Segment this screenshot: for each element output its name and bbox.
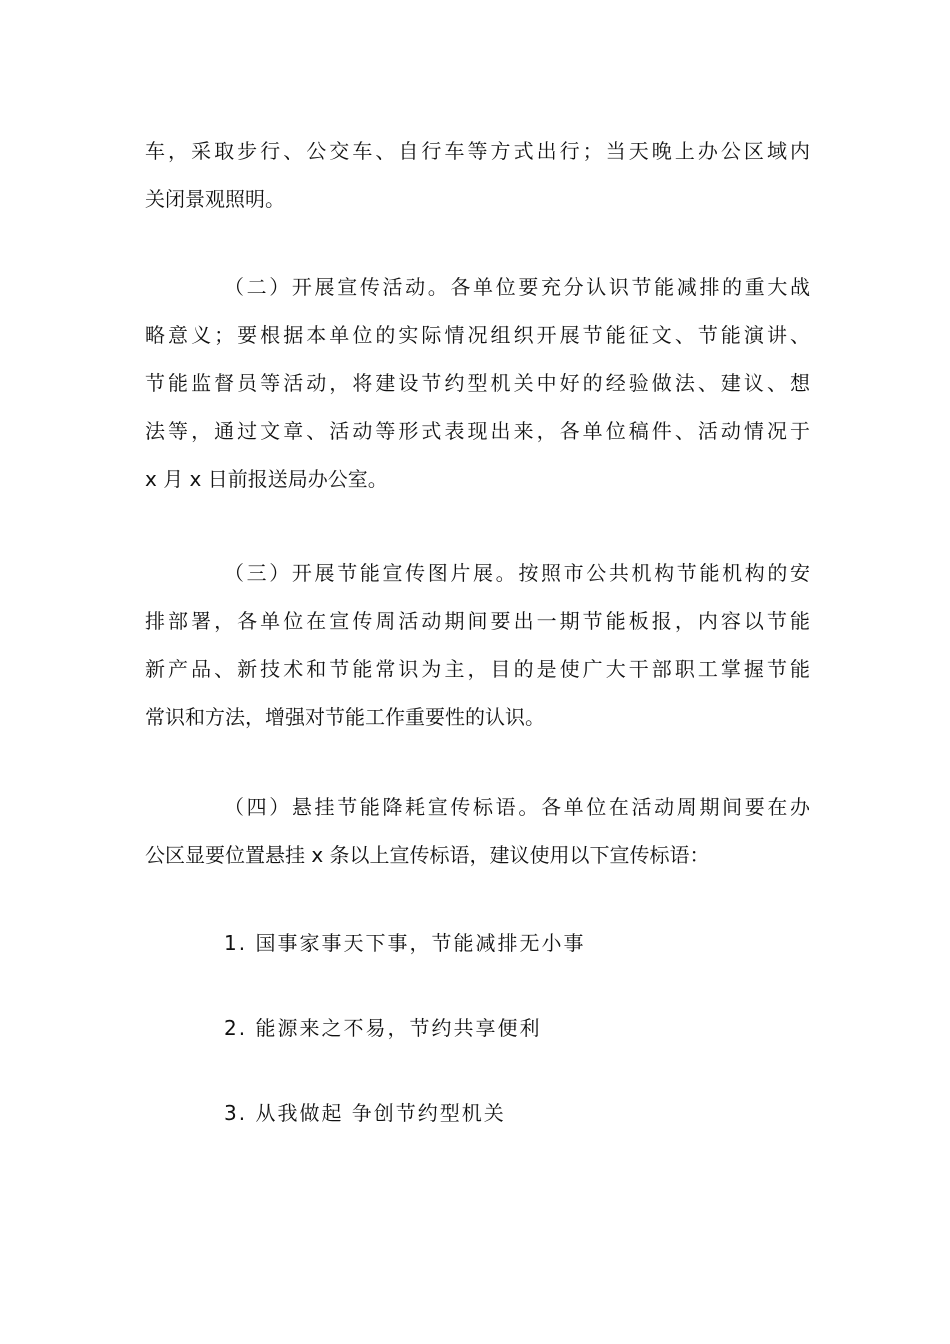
paragraph-2-line-5: x 月 x 日前报送局办公室。 [145,467,388,491]
paragraph-4-line-1: （四）悬挂节能降耗宣传标语。各单位在活动周期间要在办 [224,795,810,819]
paragraph-3-line-1: （三）开展节能宣传图片展。按照市公共机构节能机构的安 [224,561,810,585]
slogan-item-3: 3. 从我做起 争创节约型机关 [224,1101,506,1125]
paragraph-3-line-3: 新产品、新技术和节能常识为主，目的是使广大干部职工掌握节能 [145,657,810,681]
paragraph-2-line-2: 略意义；要根据本单位的实际情况组织开展节能征文、节能演讲、 [145,323,810,347]
paragraph-2-line-1: （二）开展宣传活动。各单位要充分认识节能减排的重大战 [224,275,810,299]
slogan-item-1: 1. 国事家事天下事，节能减排无小事 [224,931,586,955]
paragraph-3-line-2: 排部署，各单位在宣传周活动期间要出一期节能板报，内容以节能 [145,609,810,633]
paragraph-2-line-4: 法等，通过文章、活动等形式表现出来，各单位稿件、活动情况于 [145,419,810,443]
slogan-item-2: 2. 能源来之不易，节约共享便利 [224,1016,542,1040]
paragraph-4-line-2: 公区显要位置悬挂 x 条以上宣传标语，建议使用以下宣传标语： [145,843,710,867]
paragraph-2-line-3: 节能监督员等活动，将建设节约型机关中好的经验做法、建议、想 [145,371,810,395]
paragraph-1-line-2: 关闭景观照明。 [145,187,285,211]
paragraph-3-line-4: 常识和方法，增强对节能工作重要性的认识。 [145,705,545,729]
paragraph-1-line-1: 车，采取步行、公交车、自行车等方式出行；当天晚上办公区域内 [145,139,810,163]
